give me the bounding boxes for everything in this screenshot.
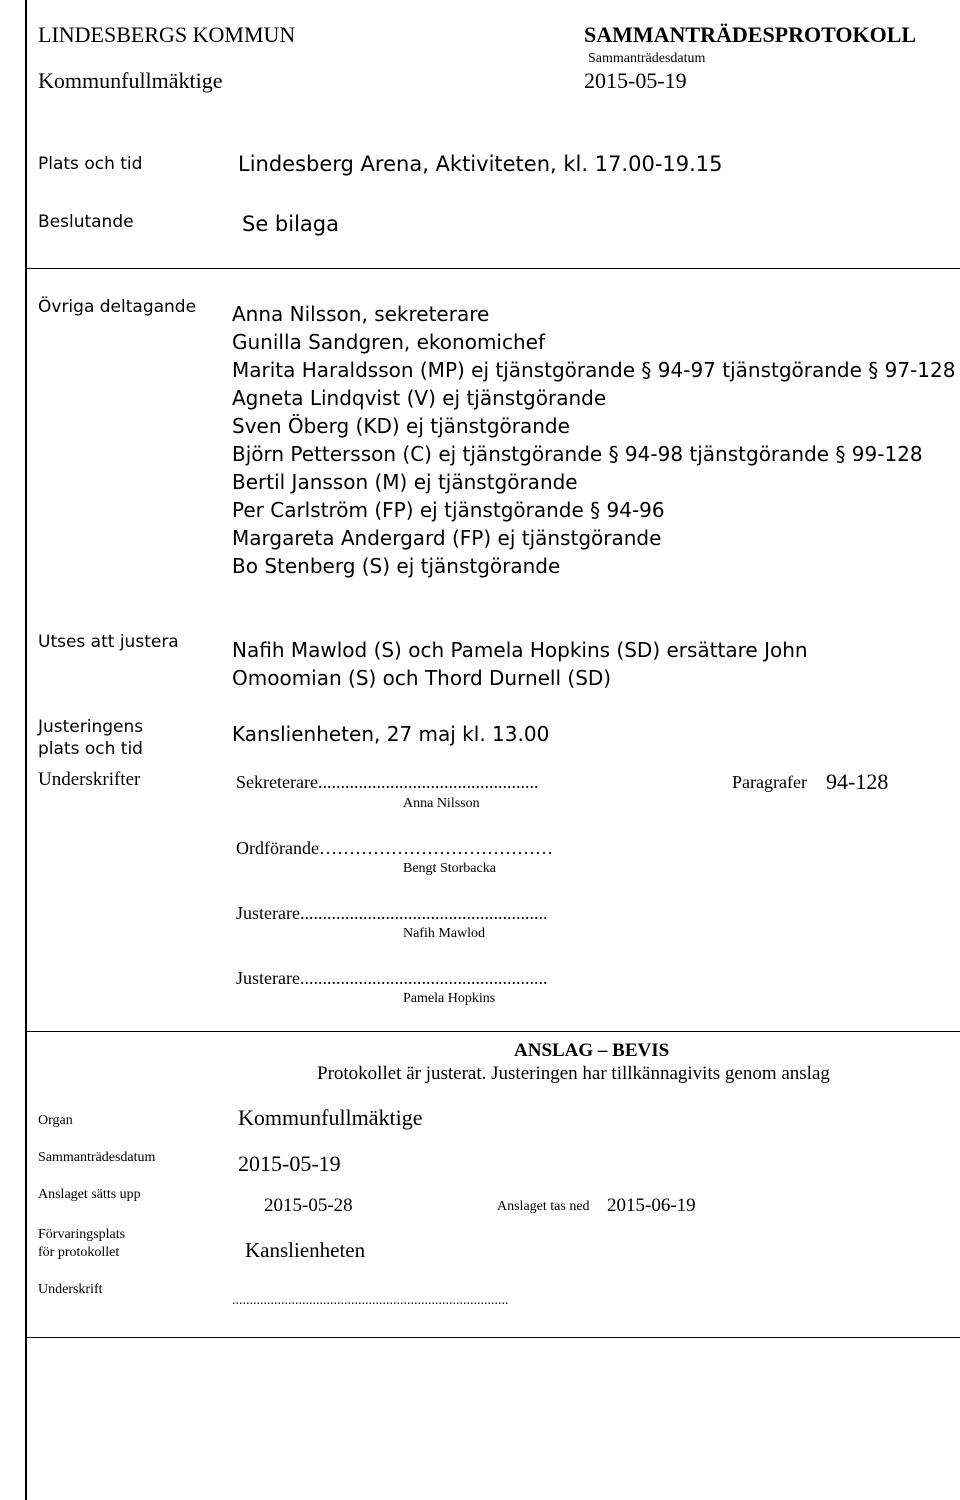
adjuster2-signature-line: Justerare.......................................................: [236, 968, 548, 988]
paragraphs-label: Paragrafer: [732, 772, 807, 792]
participant: Sven Öberg (KD) ej tjänstgörande: [232, 414, 570, 438]
divider-notice: [27, 1031, 960, 1032]
deciding-value: Se bilaga: [242, 212, 339, 236]
deciding-label: Beslutande: [38, 212, 134, 232]
participant: Marita Haraldsson (MP) ej tjänstgörande § 94-97 tjänstgörande § 97-128: [232, 358, 956, 382]
paragraphs-value: 94-128: [826, 769, 889, 794]
others-list: [232, 300, 955, 580]
posted-label: Anslaget sätts upp: [38, 1187, 141, 1202]
organ-label: Organ: [38, 1113, 73, 1128]
adjuster2-name: Pamela Hopkins: [403, 991, 496, 1006]
others-label: Övriga deltagande: [38, 297, 197, 317]
divider-bottom: [27, 1337, 960, 1338]
adjuster1-name: Nafih Mawlod: [403, 926, 486, 941]
left-margin-rule: [25, 0, 27, 1500]
participant: Bo Stenberg (S) ej tjänstgörande: [232, 554, 561, 578]
chair-name: Bengt Storbacka: [403, 861, 496, 876]
posted-value: 2015-05-28: [264, 1195, 353, 1216]
participant: Anna Nilsson, sekreterare: [232, 302, 490, 326]
storage-value: Kanslienheten: [245, 1238, 366, 1262]
notice-date-value: 2015-05-19: [238, 1151, 341, 1176]
adjuster1-signature-line: Justerare.......................................................: [236, 903, 548, 923]
secretary-signature-line: Sekreterare.................................................: [236, 772, 539, 792]
secretary-name: Anna Nilsson: [403, 796, 480, 811]
municipality-name: LINDESBERGS KOMMUN: [38, 22, 296, 47]
notice-title: ANSLAG – BEVIS: [514, 1040, 670, 1061]
participant: Agneta Lindqvist (V) ej tjänstgörande: [232, 386, 607, 410]
participant: Margareta Andergard (FP) ej tjänstgörande: [232, 526, 662, 550]
divider-top: [27, 268, 960, 269]
protocol-title: SAMMANTRÄDESPROTOKOLL: [584, 22, 917, 47]
removed-label: Anslaget tas ned: [497, 1199, 590, 1214]
signature-label: Underskrift: [38, 1282, 103, 1297]
signatures-label: Underskrifter: [38, 769, 141, 790]
participant: Per Carlström (FP) ej tjänstgörande § 94-96: [232, 498, 665, 522]
adjust-place-value: Kanslienheten, 27 maj kl. 13.00: [232, 722, 550, 746]
header-body: Kommunfullmäktige: [38, 68, 223, 93]
signature-line: ...............................................................................: [232, 1293, 509, 1308]
organ-value: Kommunfullmäktige: [238, 1105, 423, 1130]
storage-label: Förvaringsplats för protokollet: [38, 1227, 126, 1260]
place-label: Plats och tid: [38, 154, 143, 174]
participant: Gunilla Sandgren, ekonomichef: [232, 330, 546, 354]
header-date-label: Sammanträdesdatum: [588, 51, 706, 66]
adjust-place-label: Justeringens plats och tid: [38, 717, 144, 759]
adjusters-value: Nafih Mawlod (S) och Pamela Hopkins (SD) ersättare John Omoomian (S) och Thord Durnell (SD): [232, 638, 808, 690]
participant: Björn Pettersson (C) ej tjänstgörande § 94-98 tjänstgörande § 99-128: [232, 442, 923, 466]
adjusters-label: Utses att justera: [38, 632, 179, 652]
notice-date-label: Sammanträdesdatum: [38, 1150, 156, 1165]
place-value: Lindesberg Arena, Aktiviteten, kl. 17.00-19.15: [238, 152, 723, 176]
chair-signature-line: Ordförande…………………………………: [236, 838, 553, 858]
notice-subtitle: Protokollet är justerat. Justeringen har tillkännagivits genom anslag: [317, 1063, 830, 1084]
removed-value: 2015-06-19: [607, 1195, 696, 1216]
header-date: 2015-05-19: [584, 68, 687, 93]
participant: Bertil Jansson (M) ej tjänstgörande: [232, 470, 578, 494]
